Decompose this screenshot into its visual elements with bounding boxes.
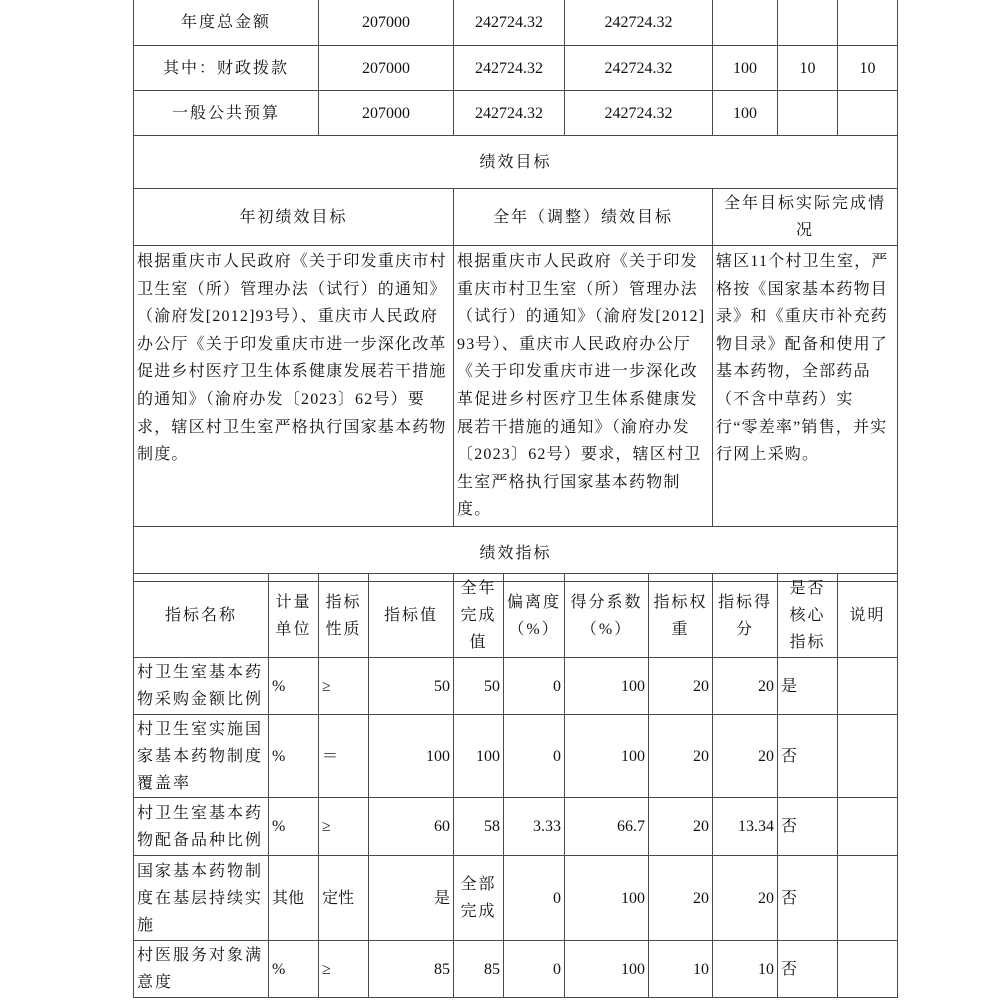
- indicator-score: 20: [713, 856, 778, 941]
- indicator-name: 村卫生室基本药物采购金额比例: [134, 658, 269, 715]
- indicator-name: 国家基本药物制度在基层持续实施: [134, 856, 269, 941]
- budget-score: [838, 91, 898, 136]
- indicator-deviation: 3.33: [504, 798, 565, 856]
- indicator-target: 60: [369, 798, 454, 856]
- indicator-unit: %: [269, 798, 319, 856]
- indicators-table: [133, 573, 898, 998]
- budget-label: 一般公共预算: [134, 91, 319, 136]
- indicator-weight: 20: [649, 798, 713, 856]
- indicator-score: 20: [713, 658, 778, 715]
- indicator-note: [838, 941, 898, 998]
- goals-section-row: [134, 136, 898, 189]
- header-target: 指标值: [369, 574, 454, 658]
- indicator-actual: 全部完成: [454, 856, 504, 941]
- indicator-nature: 定性: [319, 856, 369, 941]
- indicator-target: 100: [369, 715, 454, 798]
- indicator-target: 是: [369, 856, 454, 941]
- budget-adjusted: 242724.32: [454, 0, 565, 46]
- header-note: 说明: [838, 574, 898, 658]
- budget-rate: [713, 0, 778, 46]
- goals-header-initial: 年初绩效目标: [134, 189, 454, 246]
- budget-executed: 242724.32: [565, 91, 713, 136]
- indicator-weight: 20: [649, 856, 713, 941]
- budget-row: [134, 91, 898, 136]
- indicator-core: 否: [778, 856, 838, 941]
- indicator-coefficient: 66.7: [565, 798, 649, 856]
- budget-initial: 207000: [319, 46, 454, 91]
- indicator-unit: %: [269, 658, 319, 715]
- budget-weight: [778, 91, 838, 136]
- indicator-nature: ≥: [319, 798, 369, 856]
- indicator-score: 13.34: [713, 798, 778, 856]
- header-coefficient: 得分系数（%）: [565, 574, 649, 658]
- indicator-weight: 20: [649, 715, 713, 798]
- indicator-nature: ≥: [319, 941, 369, 998]
- budget-score: [838, 0, 898, 46]
- indicator-score: 20: [713, 715, 778, 798]
- budget-rate: 100: [713, 46, 778, 91]
- budget-weight: [778, 0, 838, 46]
- indicator-coefficient: 100: [565, 941, 649, 998]
- goals-header-row: [134, 189, 898, 246]
- indicator-actual: 50: [454, 658, 504, 715]
- indicator-deviation: 0: [504, 715, 565, 798]
- indicator-note: [838, 715, 898, 798]
- initial-goal-text: 根据重庆市人民政府《关于印发重庆市村卫生室（所）管理办法（试行）的通知》（渝府发[2012]93号）、重庆市人民政府办公厅《关于印发重庆市进一步深化改革促进乡村医疗卫生体系健康发展若干措施的通知》（渝府办发〔2023〕62号）要求，辖区村卫生室严格执行国家基本药物制度。: [134, 246, 454, 527]
- header-nature: 指标性质: [319, 574, 369, 658]
- indicator-coefficient: 100: [565, 856, 649, 941]
- indicator-row: [134, 856, 898, 941]
- indicator-row: [134, 715, 898, 798]
- actual-completion-text: 辖区11个村卫生室，严格按《国家基本药物目录》和《重庆市补充药物目录》配备和使用了基本药物，全部药品（不含中草药）实行“零差率”销售，并实行网上采购。: [713, 246, 898, 527]
- indicator-core: 否: [778, 798, 838, 856]
- indicator-unit: 其他: [269, 856, 319, 941]
- goals-content-row: [134, 246, 898, 527]
- indicator-actual: 85: [454, 941, 504, 998]
- indicator-nature: ＝: [319, 715, 369, 798]
- indicator-note: [838, 658, 898, 715]
- indicator-core: 是: [778, 658, 838, 715]
- indicator-unit: %: [269, 715, 319, 798]
- goals-header-actual: 全年目标实际完成情况: [713, 189, 898, 246]
- indicator-weight: 10: [649, 941, 713, 998]
- budget-label: 其中：财政拨款: [134, 46, 319, 91]
- header-unit: 计量单位: [269, 574, 319, 658]
- indicator-name: 村医服务对象满意度: [134, 941, 269, 998]
- indicator-nature: ≥: [319, 658, 369, 715]
- indicators-section-title: 绩效指标: [134, 526, 898, 581]
- budget-row: [134, 0, 898, 46]
- budget-rate: 100: [713, 91, 778, 136]
- indicator-actual: 100: [454, 715, 504, 798]
- indicator-note: [838, 856, 898, 941]
- indicator-actual: 58: [454, 798, 504, 856]
- header-name: 指标名称: [134, 574, 269, 658]
- adjusted-goal-text: 根据重庆市人民政府《关于印发重庆市村卫生室（所）管理办法（试行）的通知》（渝府发[2012]93号）、重庆市人民政府办公厅《关于印发重庆市进一步深化改革促进乡村医疗卫生体系健康发展若干措施的通知》（渝府办发〔2023〕62号）要求，辖区村卫生室严格执行国家基本药物制度。: [454, 246, 713, 527]
- budget-row: [134, 46, 898, 91]
- budget-weight: 10: [778, 46, 838, 91]
- indicators-header-row: [134, 574, 898, 658]
- budget-executed: 242724.32: [565, 0, 713, 46]
- header-deviation: 偏离度（%）: [504, 574, 565, 658]
- budget-adjusted: 242724.32: [454, 91, 565, 136]
- indicator-note: [838, 798, 898, 856]
- header-actual: 全年完成值: [454, 574, 504, 658]
- indicator-target: 85: [369, 941, 454, 998]
- header-core: 是否核心指标: [778, 574, 838, 658]
- budget-initial: 207000: [319, 0, 454, 46]
- indicator-row: [134, 658, 898, 715]
- indicator-name: 村卫生室基本药物配备品种比例: [134, 798, 269, 856]
- budget-score: 10: [838, 46, 898, 91]
- header-score: 指标得分: [713, 574, 778, 658]
- indicator-target: 50: [369, 658, 454, 715]
- indicator-weight: 20: [649, 658, 713, 715]
- indicator-row: [134, 941, 898, 998]
- indicator-core: 否: [778, 941, 838, 998]
- indicator-score: 10: [713, 941, 778, 998]
- budget-adjusted: 242724.32: [454, 46, 565, 91]
- indicator-deviation: 0: [504, 856, 565, 941]
- indicator-unit: %: [269, 941, 319, 998]
- indicator-name: 村卫生室实施国家基本药物制度覆盖率: [134, 715, 269, 798]
- budget-goals-table: [133, 0, 898, 582]
- budget-initial: 207000: [319, 91, 454, 136]
- indicator-coefficient: 100: [565, 715, 649, 798]
- indicator-row: [134, 798, 898, 856]
- budget-label: 年度总金额: [134, 0, 319, 46]
- header-weight: 指标权重: [649, 574, 713, 658]
- indicator-deviation: 0: [504, 658, 565, 715]
- goals-section-title: 绩效目标: [134, 136, 898, 189]
- indicator-core: 否: [778, 715, 838, 798]
- indicator-coefficient: 100: [565, 658, 649, 715]
- goals-header-adjusted: 全年（调整）绩效目标: [454, 189, 713, 246]
- budget-executed: 242724.32: [565, 46, 713, 91]
- indicator-deviation: 0: [504, 941, 565, 998]
